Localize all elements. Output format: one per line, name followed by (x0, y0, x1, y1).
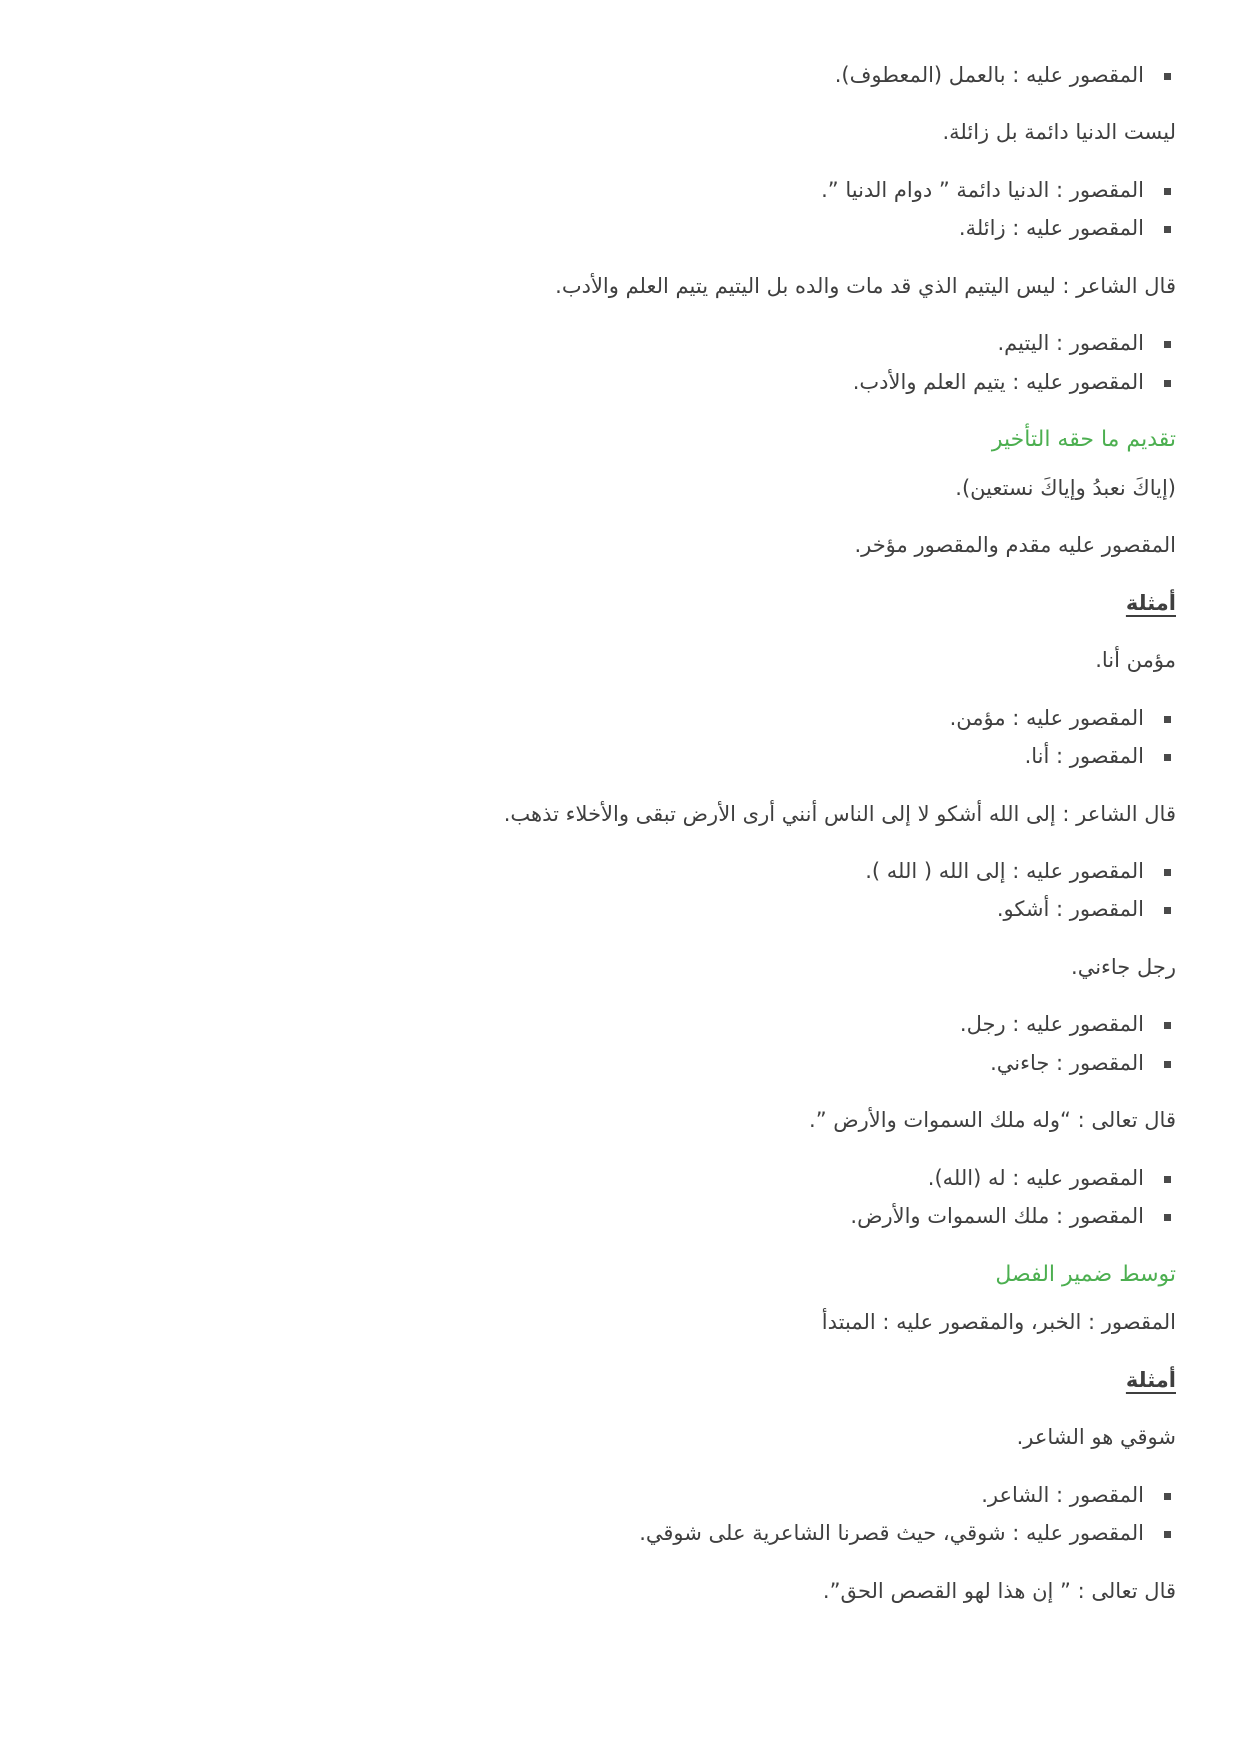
paragraph: قال الشاعر : ليس اليتيم الذي قد مات والده بل اليتيم يتيم العلم والأدب. (555, 273, 1176, 298)
square-bullet-icon (1164, 716, 1171, 723)
list-item-text: المقصور عليه : بالعمل (المعطوف). (834, 63, 1144, 87)
bullet-list (66, 1480, 1176, 1549)
list-item-text: المقصور : أنا. (1024, 744, 1144, 769)
paragraph: شوقي هو الشاعر. (1016, 1425, 1176, 1450)
square-bullet-icon (1164, 73, 1171, 80)
list-item (66, 703, 1144, 733)
square-bullet-icon (1164, 907, 1171, 914)
paragraph: قال تعالى : “وله ملك السموات والأرض ”. (809, 1108, 1176, 1133)
paragraph: المقصور عليه مقدم والمقصور مؤخر. (854, 533, 1176, 558)
square-bullet-icon (1164, 1061, 1171, 1068)
bullet-list (66, 703, 1176, 772)
list-item-text: المقصور عليه : له (الله). (927, 1165, 1144, 1190)
bullet-list (66, 60, 1176, 90)
bullet-list (66, 175, 1176, 244)
list-item (66, 1201, 1144, 1231)
list-item (66, 1518, 1144, 1548)
list-item-text: المقصور : جاءني. (990, 1050, 1144, 1075)
list-item-text: المقصور : اليتيم. (997, 331, 1144, 356)
square-bullet-icon (1164, 754, 1171, 761)
square-bullet-icon (1164, 1176, 1171, 1183)
square-bullet-icon (1164, 1493, 1171, 1500)
list-item (66, 1009, 1144, 1039)
list-item (66, 1163, 1144, 1193)
list-item-text: المقصور : ملك السموات والأرض. (850, 1204, 1144, 1229)
list-item-text: المقصور عليه : شوقي، حيث قصرنا الشاعرية على شوقي. (639, 1521, 1144, 1546)
paragraph: قال الشاعر : إلى الله أشكو لا إلى الناس أنني أرى الأرض تبقى والأخلاء تذهب. (503, 801, 1176, 826)
list-item (66, 856, 1144, 886)
square-bullet-icon (1164, 226, 1171, 233)
list-item-text: المقصور عليه : رجل. (959, 1012, 1144, 1037)
list-item-text: المقصور : الدنيا دائمة ” دوام الدنيا ”. (821, 177, 1144, 202)
examples-heading: أمثلة (1125, 1367, 1176, 1392)
paragraph: رجل جاءني. (1071, 954, 1176, 979)
list-item (66, 1048, 1144, 1078)
list-item (66, 328, 1144, 358)
paragraph: ليست الدنيا دائمة بل زائلة. (942, 120, 1176, 145)
list-item-text: المقصور عليه : يتيم العلم والأدب. (852, 369, 1144, 394)
section-title: توسط ضمير الفصل (995, 1261, 1176, 1287)
paragraph: قال تعالى : ” إن هذا لهو القصص الحق”. (822, 1578, 1176, 1603)
square-bullet-icon (1164, 341, 1171, 348)
list-item-text: المقصور : الشاعر. (981, 1482, 1144, 1507)
list-item-text: المقصور عليه : إلى الله ( الله ). (865, 859, 1144, 884)
list-item (66, 894, 1144, 924)
square-bullet-icon (1164, 1531, 1171, 1538)
quran-quote: (إياكَ نعبدُ وإياكَ نستعين). (955, 475, 1176, 500)
list-item (66, 60, 1144, 90)
article-body (66, 60, 1176, 1633)
bullet-list (66, 1163, 1176, 1232)
square-bullet-icon (1164, 869, 1171, 876)
list-item (66, 213, 1144, 243)
square-bullet-icon (1164, 1214, 1171, 1221)
list-item (66, 1480, 1144, 1510)
list-item (66, 741, 1144, 771)
paragraph: مؤمن أنا. (1095, 648, 1176, 673)
list-item-text: المقصور : أشكو. (996, 897, 1144, 922)
list-item (66, 367, 1144, 397)
examples-heading: أمثلة (1125, 590, 1176, 615)
list-item-text: المقصور عليه : مؤمن. (949, 705, 1144, 730)
square-bullet-icon (1164, 188, 1171, 195)
bullet-list (66, 328, 1176, 397)
list-item-text: المقصور عليه : زائلة. (958, 216, 1144, 241)
section-title: تقديم ما حقه التأخير (991, 427, 1176, 453)
bullet-list (66, 1009, 1176, 1078)
list-item (66, 175, 1144, 205)
paragraph: المقصور : الخبر، والمقصور عليه : المبتدأ (821, 1310, 1176, 1335)
bullet-list (66, 856, 1176, 925)
square-bullet-icon (1164, 1022, 1171, 1029)
square-bullet-icon (1164, 380, 1171, 387)
